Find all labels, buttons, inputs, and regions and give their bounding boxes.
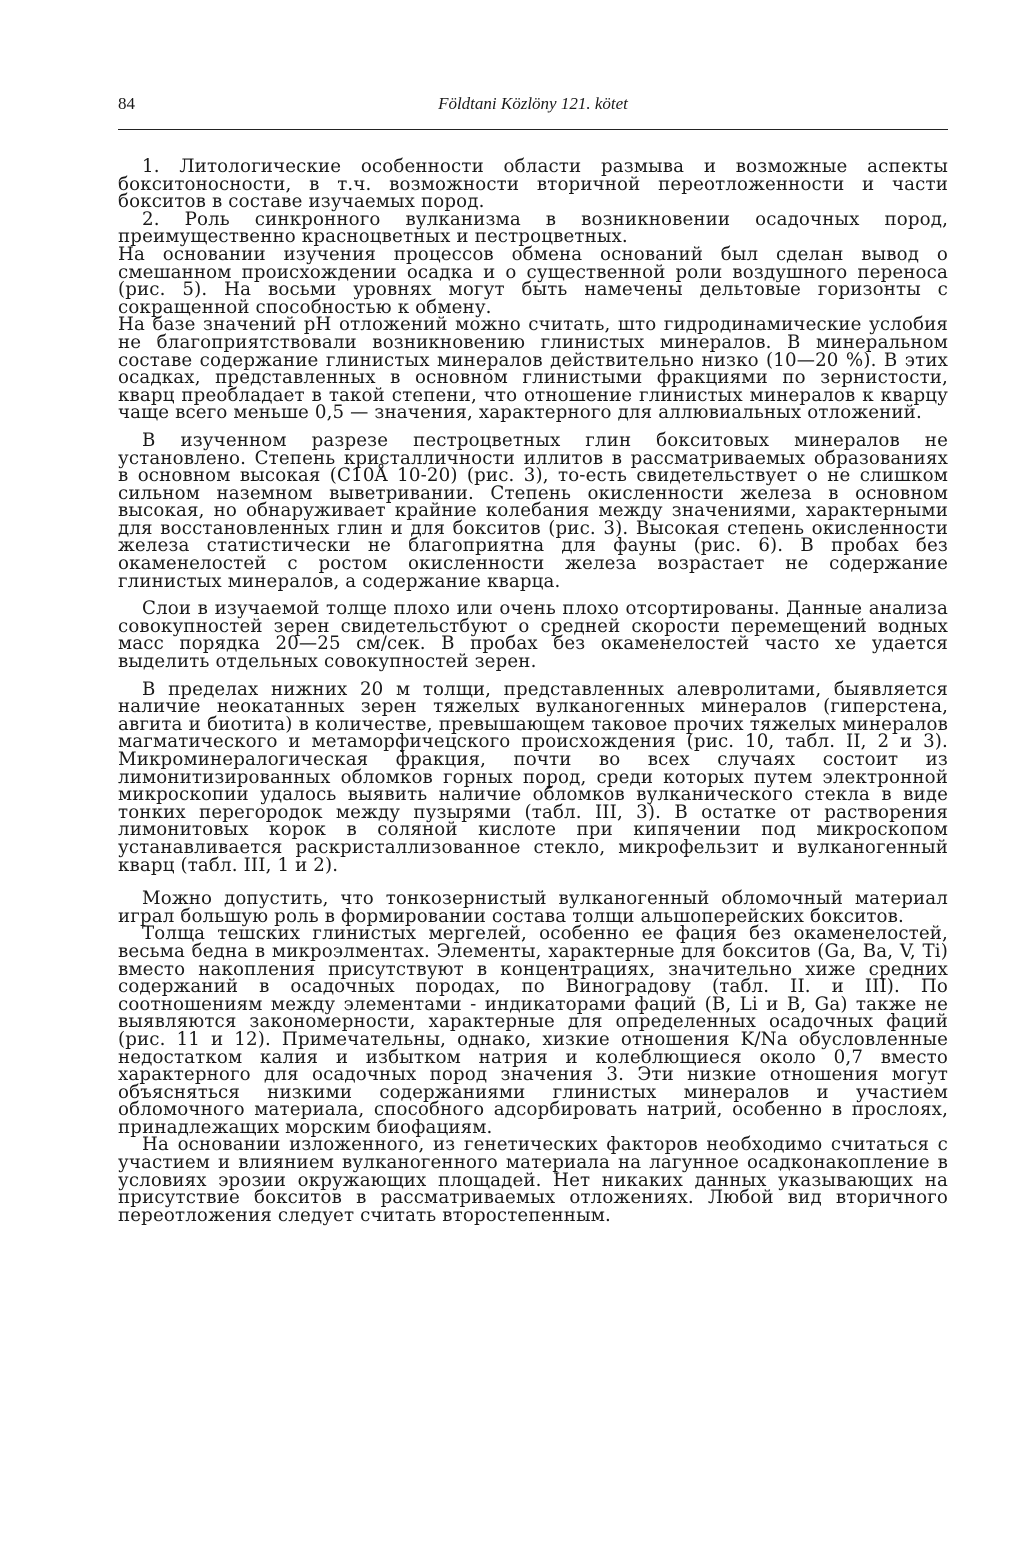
paragraph: На базе значений pH отложений можно считать, што гидродинамические услобия не благоприятствовали возникновению глинистых минералов. В минеральном составе содержание глинистых минералов действительно низко (10—20 %). В этих осадках, представленных в основном глинистыми фракциями по зернистости, кварц преобладает в такой степени, что отношение глинистых минералов к кварцу чаще всего меньше 0,5 — значения, характерного для аллювиальных отложений.: [118, 314, 948, 424]
body-text: [118, 158, 948, 1224]
paragraph: В изученном разрезе пестроцветных глин бокситовых минералов не установлено. Степень кристалличности иллитов в рассматриваемых образованиях в основном высокая (C10Å 10-20) (рис. 3), то-есть свидетельствует о не слишком сильном наземном выветривании. Степень окисленности железа в основном высокая, но обнаруживает крайние колебания между значениями, характерными для восстановленных глин и для бокситов (рис. 3). Высокая степень окисленности железа статистически не благоприятна для фауны (рис. 6). В пробах без окаменелостей с ростом окисленности железа возрастает не содержание глинистых минералов, а содержание кварца.: [118, 429, 948, 592]
paragraph: Слои в изучаемой толще плохо или очень плохо отсортированы. Данные анализа совокупностей зерен свидетельстбуют о средней скорости перемещений водных масс порядка 20—25 см/сек. В пробах без окаменелостей часто хе удается выделить отдельных совокупностей зерен.: [118, 598, 948, 673]
paragraph: На основании изложенного, из генетических факторов необходимо считаться с участием и влиянием вулканогенного материала на лагунное осадконакопление в условиях эрозии окружающих площадей. Нет никаких данных указывающих на присутствие бокситов в рассматриваемых отложениях. Любой вид вторичного переотложения следует считать второстепенным.: [118, 1134, 948, 1226]
paragraph-item-2: 2. Роль синкронного вулканизма в возникновении осадочных пород, преимущественно красноцветных и пестроцветных.: [118, 208, 948, 248]
paragraph: В пределах нижних 20 м толщи, представленных алевролитами, быявляется наличие неокатанных зерен тяжелых вулканогенных минералов (гиперстена, авгита и биотита) в количестве, превышающем таковое прочих тяжелых минералов магматического и метаморфичецского происхождения (рис. 10, табл. II, 2 и 3). Микроминералогическая фракция, почти во всех случаях состоит из лимонитизированных обломков горных пород, среди которых путем электронной микроскопии удалось выявить наличие обломков вулканического стекла в виде тонких перегородок между пузырями (табл. III, 3). В остатке от растворения лимонитовых корок в соляной кислоте при кипячении под микроскопом устанавливается раскристаллизованное стекло, микрофельзит и вулканогенный кварц (табл. III, 1 и 2).: [118, 678, 948, 876]
paragraph-item-1: 1. Литологические особенности области размыва и возможные аспекты бокситоносности, в т.ч. возможности вторичной переотложенности и части бокситов в составе изучаемых пород.: [118, 156, 948, 213]
paragraph: На основании изучения процессов обмена оснований был сделан вывод о смешанном происхождении осадка и о существенной роли воздушного переноса (рис. 5). На восьми уровнях могут быть намечены дельтовые горизонты с сокращенной способностью к обмену.: [118, 243, 948, 318]
paragraph: Можно допустить, что тонкозернистый вулканогенный обломочный материал играл большую роль в формировании состава толщи альшоперейских бокситов.: [118, 888, 948, 927]
page-header: [118, 92, 948, 132]
paragraph: Толща тешских глинистых мергелей, особенно ее фация без окаменелостей, весьма бедна в микроэлментах. Элементы, характерные для бокситов (Ga, Ba, V, Ti) вместо накопления присутствуют в концентрациях, значительно хиже средних содержаний в осадочных породах, по Виноградову (табл. II. и III). По соотношениям между элементами - индикаторами фаций (B, Li и B, Ga) также не выявляются закономерности, характерные для определенных осадочных фаций (рис. 11 и 12). Примечательны, однако, хизкие отношения K/Na обусловленные недостатком калия и избытком натрия и колеблющиеся около 0,7 вместо характерного для осадочных пород значения 3. Эти низкие отношения могут объясняться низкими содержаниями глинистых минералов и участием обломочного материала, способного адсорбировать натрий, особенно в прослоях, принадлежащих морским биофациям.: [118, 923, 948, 1138]
page-number: 84: [118, 94, 135, 113]
running-title: Földtani Közlöny 121. kötet: [438, 94, 628, 113]
header-rule: [118, 129, 948, 130]
